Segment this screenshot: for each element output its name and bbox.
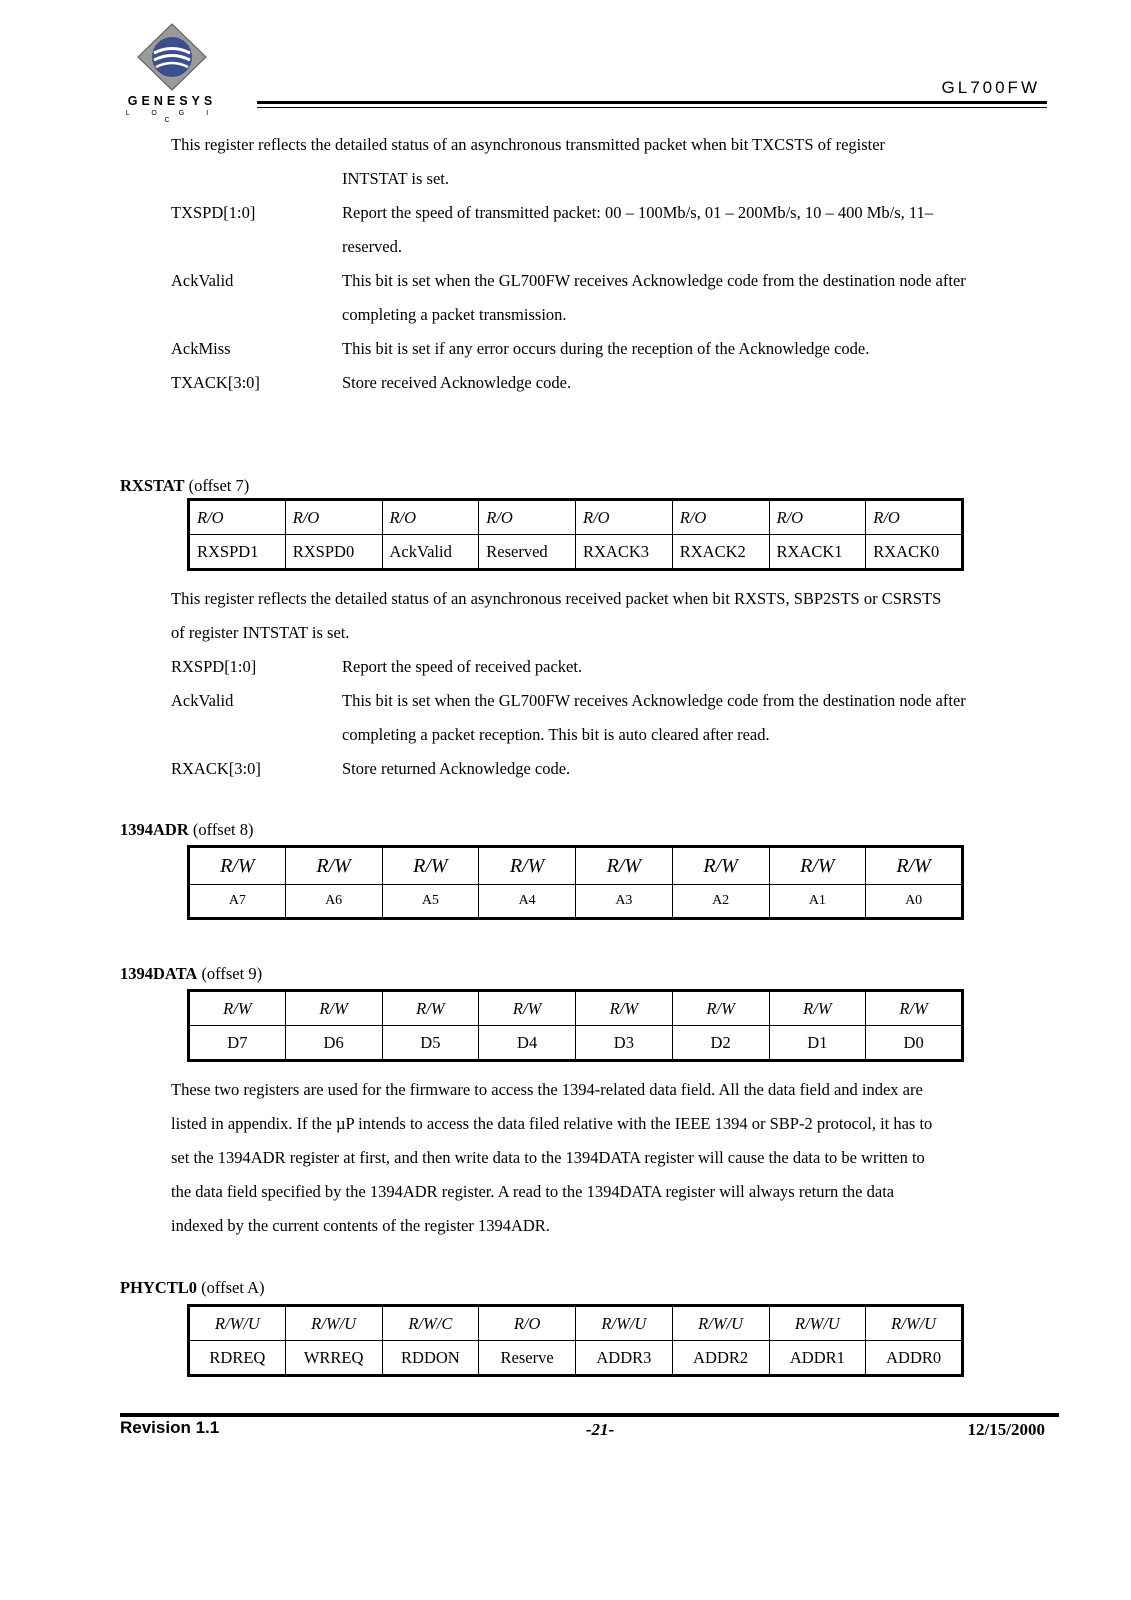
field-desc: Store received Acknowledge code. xyxy=(342,373,572,392)
bit-cell: RDDON xyxy=(382,1341,479,1376)
bit-cell: Reserved xyxy=(479,535,576,570)
bit-cell: D2 xyxy=(672,1026,769,1061)
access-cell: R/W xyxy=(285,991,382,1026)
rxstat-desc-cont: of register INTSTAT is set. xyxy=(171,623,350,642)
logo-subtitle: L O G I C xyxy=(125,110,219,124)
access-cell: R/W xyxy=(285,847,382,885)
data1394-desc: These two registers are used for the firmware to access the 1394-related data field. All the data field and index are xyxy=(171,1080,923,1099)
access-cell: R/W xyxy=(189,847,286,885)
adr1394-title xyxy=(120,820,254,840)
field-desc-cont: completing a packet transmission. xyxy=(342,305,567,324)
rxstat-title xyxy=(120,476,249,496)
register-name: PHYCTL0 xyxy=(120,1278,198,1297)
field-name: TXACK[3:0] xyxy=(171,373,260,392)
revision-date: 12/15/2000 xyxy=(967,1420,1045,1439)
register-offset: (offset 9) xyxy=(201,964,263,983)
bit-cell: A5 xyxy=(382,885,479,919)
header-rule xyxy=(257,101,1047,104)
rxstat-desc: This register reflects the detailed status of an asynchronous received packet when bit RXSTS, SBP2STS or CSRSTS xyxy=(171,589,942,608)
access-cell: R/O xyxy=(576,500,673,535)
bit-cell: ADDR2 xyxy=(672,1341,769,1376)
bit-cell: D4 xyxy=(479,1026,576,1061)
field-name: RXACK[3:0] xyxy=(171,759,261,778)
access-cell: R/W xyxy=(382,991,479,1026)
page-number: -21- xyxy=(585,1420,615,1439)
access-cell: R/W xyxy=(576,847,673,885)
bit-row xyxy=(189,1026,963,1061)
bit-cell: A0 xyxy=(866,885,963,919)
access-cell: R/O xyxy=(285,500,382,535)
access-cell: R/W/U xyxy=(866,1306,963,1341)
access-cell: R/O xyxy=(866,500,963,535)
access-cell: R/W/U xyxy=(672,1306,769,1341)
bit-cell: D7 xyxy=(189,1026,286,1061)
bit-cell: D6 xyxy=(285,1026,382,1061)
access-cell: R/O xyxy=(672,500,769,535)
bit-cell: AckValid xyxy=(382,535,479,570)
register-offset: (offset 8) xyxy=(192,820,254,839)
access-cell: R/W xyxy=(866,991,963,1026)
field-name: TXSPD[1:0] xyxy=(171,203,256,222)
access-row xyxy=(189,1306,963,1341)
document-id: GL700FW xyxy=(941,78,1040,97)
bit-cell: A7 xyxy=(189,885,286,919)
access-cell: R/W/U xyxy=(576,1306,673,1341)
bit-cell: ADDR3 xyxy=(576,1341,673,1376)
access-cell: R/O xyxy=(769,500,866,535)
bit-cell: A1 xyxy=(769,885,866,919)
access-cell: R/W xyxy=(672,991,769,1026)
access-cell: R/O xyxy=(382,500,479,535)
rxstat-register-table xyxy=(187,498,964,571)
data1394-desc: listed in appendix. If the µP intends to access the data filed relative with the IEEE 1394 or SBP-2 protocol, it has to xyxy=(171,1114,933,1133)
bit-row xyxy=(189,535,963,570)
access-cell: R/W xyxy=(576,991,673,1026)
access-row xyxy=(189,847,963,885)
field-name: AckMiss xyxy=(171,339,231,358)
field-desc: This bit is set when the GL700FW receives Acknowledge code from the destination node after xyxy=(342,691,966,710)
access-cell: R/W/U xyxy=(769,1306,866,1341)
adr1394-register-table xyxy=(187,845,964,920)
bit-cell: RXACK3 xyxy=(576,535,673,570)
bit-cell: A2 xyxy=(672,885,769,919)
bit-cell: RXACK1 xyxy=(769,535,866,570)
logo-wordmark: GENESYS xyxy=(127,94,217,108)
data1394-desc: indexed by the current contents of the register 1394ADR. xyxy=(171,1216,550,1235)
field-name: AckValid xyxy=(171,691,234,710)
access-cell: R/W/U xyxy=(189,1306,286,1341)
access-row xyxy=(189,500,963,535)
field-name: RXSPD[1:0] xyxy=(171,657,257,676)
field-desc: Report the speed of transmitted packet: 00 – 100Mb/s, 01 – 200Mb/s, 10 – 400 Mb/s, 11– xyxy=(342,203,934,222)
bit-cell: A6 xyxy=(285,885,382,919)
access-cell: R/W xyxy=(769,847,866,885)
register-name: 1394DATA xyxy=(120,964,198,983)
access-cell: R/O xyxy=(479,1306,576,1341)
access-cell: R/W/U xyxy=(285,1306,382,1341)
field-desc: This bit is set when the GL700FW receives Acknowledge code from the destination node after xyxy=(342,271,966,290)
access-cell: R/W xyxy=(769,991,866,1026)
register-offset: (offset 7) xyxy=(188,476,250,495)
access-cell: R/O xyxy=(479,500,576,535)
register-offset: (offset A) xyxy=(201,1278,265,1297)
bit-cell: A4 xyxy=(479,885,576,919)
field-desc: This bit is set if any error occurs during the reception of the Acknowledge code. xyxy=(342,339,870,358)
field-desc: Report the speed of received packet. xyxy=(342,657,583,676)
bit-cell: D1 xyxy=(769,1026,866,1061)
txstat-intro: This register reflects the detailed status of an asynchronous transmitted packet when bit TXCSTS of register xyxy=(171,135,886,154)
access-cell: R/W/C xyxy=(382,1306,479,1341)
access-cell: R/W xyxy=(189,991,286,1026)
access-cell: R/W xyxy=(479,991,576,1026)
bit-cell: RXACK2 xyxy=(672,535,769,570)
header-rule-thin xyxy=(257,107,1047,108)
field-desc-cont: reserved. xyxy=(342,237,403,256)
bit-row xyxy=(189,885,963,919)
field-name: AckValid xyxy=(171,271,234,290)
access-cell: R/W xyxy=(672,847,769,885)
bit-cell: RXSPD0 xyxy=(285,535,382,570)
phyctl0-title xyxy=(120,1278,265,1298)
access-cell: R/O xyxy=(189,500,286,535)
data1394-title xyxy=(120,964,262,984)
bit-row xyxy=(189,1341,963,1376)
bit-cell: Reserve xyxy=(479,1341,576,1376)
bit-cell: D0 xyxy=(866,1026,963,1061)
bit-cell: D3 xyxy=(576,1026,673,1061)
data1394-register-table xyxy=(187,989,964,1062)
access-row xyxy=(189,991,963,1026)
bit-cell: RXSPD1 xyxy=(189,535,286,570)
genesys-logo-icon xyxy=(124,22,220,94)
data1394-desc: set the 1394ADR register at first, and then write data to the 1394DATA register will cause the data to be written to xyxy=(171,1148,925,1167)
register-name: 1394ADR xyxy=(120,820,189,839)
revision-label: Revision 1.1 xyxy=(120,1418,220,1437)
data1394-desc: the data field specified by the 1394ADR register. A read to the 1394DATA register will always return the data xyxy=(171,1182,895,1201)
field-desc-cont: completing a packet reception. This bit is auto cleared after read. xyxy=(342,725,770,744)
bit-cell: D5 xyxy=(382,1026,479,1061)
genesys-logo xyxy=(124,22,220,122)
bit-cell: RDREQ xyxy=(189,1341,286,1376)
register-name: RXSTAT xyxy=(120,476,185,495)
bit-cell: ADDR0 xyxy=(866,1341,963,1376)
access-cell: R/W xyxy=(479,847,576,885)
field-desc: Store returned Acknowledge code. xyxy=(342,759,571,778)
bit-cell: WRREQ xyxy=(285,1341,382,1376)
access-cell: R/W xyxy=(382,847,479,885)
txstat-intro-cont: INTSTAT is set. xyxy=(342,169,450,188)
phyctl0-register-table xyxy=(187,1304,964,1377)
bit-cell: A3 xyxy=(576,885,673,919)
access-cell: R/W xyxy=(866,847,963,885)
bit-cell: RXACK0 xyxy=(866,535,963,570)
footer-rule xyxy=(120,1413,1059,1417)
bit-cell: ADDR1 xyxy=(769,1341,866,1376)
